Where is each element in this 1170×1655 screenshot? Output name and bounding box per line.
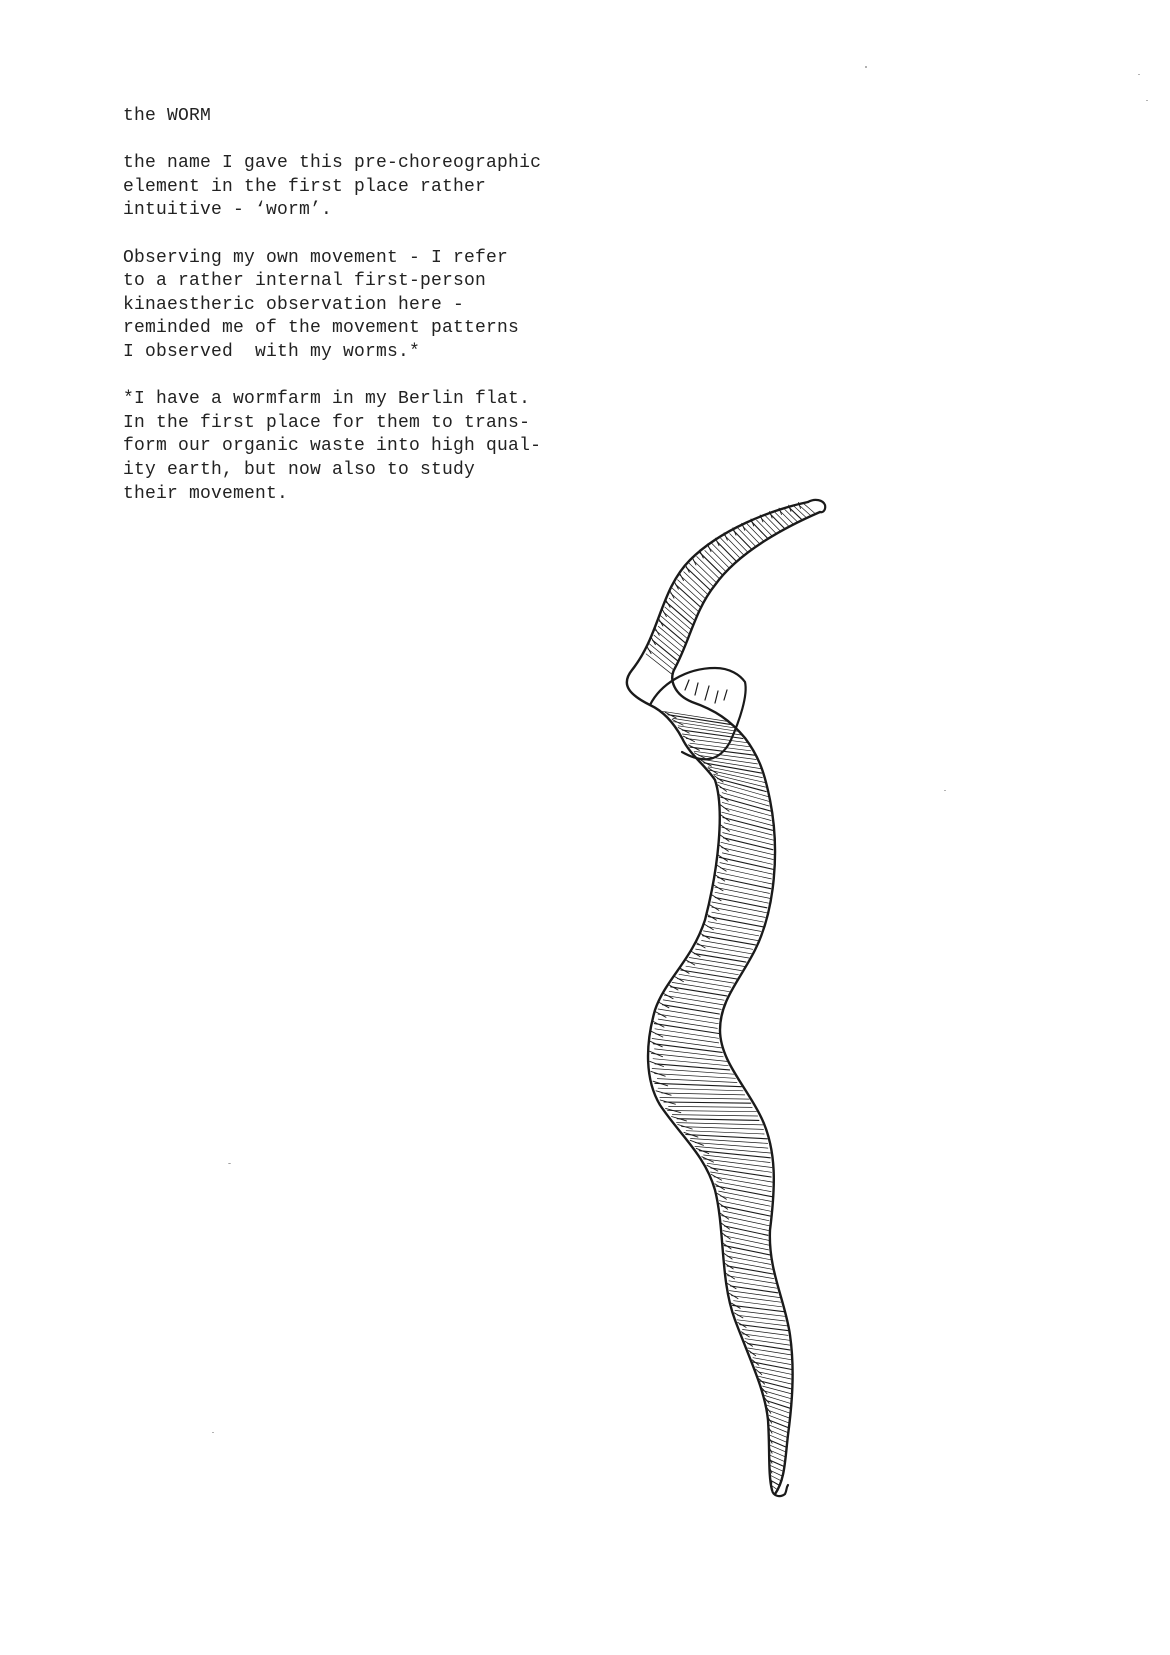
worm-segment-line [722, 848, 774, 860]
worm-hatch-stroke [707, 914, 716, 920]
worm-hatch-stroke [717, 865, 726, 871]
worm-segment-line [672, 982, 730, 991]
worm-segment-line [722, 1216, 770, 1226]
worm-hatch-stroke [683, 736, 694, 741]
worm-hatch-stroke [719, 1203, 728, 1209]
worm-hatch-stroke [720, 795, 729, 801]
worm-hatch-stroke [721, 1213, 729, 1219]
paragraph-2 [123, 247, 593, 365]
worm-segment-line [677, 1119, 759, 1121]
worm-hatch-stroke [710, 905, 719, 911]
worm-segment-line [723, 833, 774, 845]
worm-segment-line [715, 887, 770, 898]
worm-segment-line [712, 907, 765, 917]
worm-hatch-stroke [715, 875, 724, 881]
worm-segment-line [655, 1049, 724, 1057]
worm-hatch-stroke [721, 825, 730, 831]
worm-segment-line [654, 635, 680, 656]
worm-hatch-stroke [717, 1194, 726, 1200]
worm-segment-line [763, 1391, 791, 1399]
worm-segment-line [708, 922, 761, 932]
worm-hatch-stroke [653, 1021, 664, 1027]
worm-segment-line [740, 1325, 788, 1331]
paragraph-line: to a rather internal first-person [123, 271, 487, 292]
paragraph-line: In the first place for them to trans- [123, 412, 531, 433]
worm-segment-line [719, 1201, 771, 1212]
paragraph-line: reminded me of the movement patterns [123, 318, 520, 339]
worm-hatch-stroke [650, 1041, 662, 1047]
paragraph-line: element in the first place rather [123, 176, 487, 197]
worm-segment-line [771, 1476, 781, 1481]
worm-segment-line [751, 521, 767, 538]
paragraph-line: form our organic waste into high qual- [123, 436, 542, 457]
paper-speck [944, 790, 946, 791]
worm-segment-line [688, 962, 742, 971]
worm-segment-line [722, 827, 774, 840]
worm-segment-line [678, 580, 703, 603]
worm-head-tip [808, 500, 825, 512]
worm-segment-line [716, 1186, 772, 1197]
worm-segment-line [702, 941, 753, 950]
worm-hatch-stroke [711, 1174, 721, 1180]
worm-segment-line [715, 892, 768, 903]
worm-segment-line [689, 958, 744, 967]
worm-segment-line [747, 524, 763, 541]
worm-hatch-stroke [685, 960, 695, 966]
worm-segment-line [711, 1172, 773, 1182]
worm-segment-line [664, 995, 723, 1005]
worm-hatch-stroke [712, 895, 721, 901]
paragraph-line: kinaestheric observation here - [123, 294, 465, 315]
worm-hatch-stroke [700, 550, 704, 558]
worm-segment-line [681, 970, 737, 979]
worm-segment-line [648, 649, 673, 670]
worm-segment-line [666, 602, 693, 625]
paper-speck [228, 1163, 231, 1164]
footnote-paragraph [123, 388, 593, 506]
worm-segment-line [669, 1106, 753, 1107]
paragraph-line: intuitive - ‘worm’. [123, 200, 333, 221]
worm-hatch-stroke [663, 993, 673, 999]
worm-segment-line [691, 1139, 768, 1144]
worm-segment-line [660, 1098, 749, 1100]
worm-segment-line [654, 1024, 718, 1034]
worm-hatch-stroke [702, 1157, 714, 1162]
worm-segment-line [694, 561, 716, 582]
worm-segment-line [680, 575, 705, 598]
worm-segment-line [677, 1123, 763, 1125]
worm-segment-line [690, 747, 755, 755]
worm-segment-line [682, 734, 747, 743]
worm-segment-line [789, 508, 802, 520]
worm-segment-line [668, 1111, 757, 1112]
paragraph-1 [123, 152, 593, 223]
worm-segment-line [686, 567, 710, 590]
worm-segment-line [761, 518, 776, 533]
worm-segment-line [719, 1191, 772, 1201]
worm-segment-line [661, 616, 688, 639]
worm-segment-line [771, 514, 785, 528]
worm-segment-line [653, 1044, 722, 1053]
worm-segment-line [720, 868, 771, 879]
worm-hatch-stroke [734, 1313, 743, 1318]
worm-hatch-stroke [715, 1184, 725, 1190]
text-column [123, 105, 593, 530]
worm-segment-line [658, 1009, 720, 1019]
worm-segment-line [765, 516, 780, 531]
worm-segment-line [714, 1177, 772, 1187]
worm-segment-line [686, 739, 749, 747]
paragraph-line: *I have a wormfarm in my Berlin flat. [123, 389, 531, 410]
worm-segment-line [703, 936, 756, 945]
worm-segment-line [655, 1074, 736, 1079]
paragraph-line: Observing my own movement - I refer [123, 247, 509, 268]
worm-segment-line [727, 1266, 773, 1274]
worm-segment-line [658, 1019, 717, 1028]
worm-segment-line [722, 853, 772, 864]
worm-segment-line [723, 1211, 769, 1221]
worm-segment-line [753, 1362, 792, 1369]
worm-segment-line [665, 607, 691, 629]
worm-segment-line [677, 979, 730, 988]
worm-segment-line [681, 1127, 763, 1130]
worm-left-edge [627, 502, 808, 1490]
worm-hatch-stroke [721, 805, 730, 811]
worm-segment-line [717, 1182, 771, 1192]
worm-segment-line [658, 1088, 743, 1091]
worm-segment-line [724, 1236, 768, 1245]
paragraph-line: their movement. [123, 483, 289, 504]
worm-segment-line [768, 1410, 789, 1418]
worm-segment-line [717, 872, 772, 884]
worm-segment-line [686, 1135, 768, 1139]
worm-segment-line [715, 898, 767, 908]
worm-segment-line [711, 1168, 771, 1177]
worm-hatch-stroke [721, 815, 730, 821]
paragraph-line: ity earth, but now also to study [123, 459, 476, 480]
worm-hatch-stroke [679, 573, 683, 581]
worm-segment-line [684, 572, 707, 594]
worm-segment-line [708, 927, 759, 936]
worm-hatch-stroke [723, 1233, 731, 1239]
paragraph-line: I observed with my worms.* [123, 341, 421, 362]
worm-segment-line [704, 1155, 771, 1163]
worm-segment-line [658, 626, 683, 647]
worm-segment-line [703, 931, 758, 941]
worm-hatch-stroke [718, 785, 727, 791]
paragraph-line: the name I gave this pre-choreographic [123, 153, 542, 174]
worm-illustration [620, 490, 890, 1500]
worm-segment-line [686, 966, 738, 975]
worm-hatch-stroke [720, 835, 729, 841]
worm-segment-line [649, 644, 675, 665]
worm-segment-line [671, 987, 727, 996]
worm-hatch-stroke [662, 609, 667, 617]
worm-segment-line [689, 563, 713, 586]
worm-hatch-stroke [724, 1254, 732, 1260]
worm-clitellum-inner [685, 680, 727, 703]
worm-segment-line [724, 838, 773, 850]
worm-hatch-stroke [700, 933, 709, 939]
worm-segment-line [658, 1014, 718, 1024]
worm-segment-line [676, 585, 700, 607]
worm-segment-line [703, 1159, 772, 1168]
worm-segment-line [729, 1271, 774, 1279]
worm-segment-line [726, 1251, 771, 1260]
worm-segment-line [669, 991, 724, 1000]
worm-segment-line [679, 974, 734, 983]
paper-speck [212, 1432, 214, 1433]
worm-segment-line [726, 1241, 769, 1250]
worm-segment-line [700, 553, 722, 575]
worm-segment-line [657, 1079, 737, 1083]
worm-segment-line [664, 1102, 751, 1103]
worm-segment-line [769, 1420, 789, 1428]
worm-segment-line [655, 630, 682, 652]
worm-segment-line [718, 782, 769, 796]
worm-segment-line [669, 598, 694, 620]
worm-segment-line [738, 1315, 786, 1321]
worm-segment-line [672, 588, 698, 611]
worm-segment-line [757, 520, 772, 535]
worm-segment-line [721, 1206, 770, 1216]
worm-hatch-stroke [714, 885, 723, 891]
worm-segment-line [664, 612, 689, 633]
worm-segment-line [651, 1054, 727, 1062]
worm-segment-line [646, 654, 671, 674]
worm-hatch-stroke [704, 924, 713, 930]
paper-speck [1146, 100, 1148, 101]
worm-hatch-stroke [651, 1031, 663, 1037]
worm-segment-line [655, 1029, 719, 1039]
worm-segment-line [771, 1461, 784, 1467]
worm-segment-line [712, 902, 767, 913]
worm-segment-line [671, 593, 696, 616]
worm-segment-line [718, 878, 771, 889]
worm-segment-line [720, 863, 773, 875]
worm-hatch-stroke [685, 564, 689, 572]
worm-segment-line [721, 1196, 771, 1206]
worm-hatch-stroke [666, 599, 671, 607]
worm-hatch-stroke [692, 557, 696, 565]
worm-segment-line [770, 1465, 783, 1471]
worm-hatch-stroke [707, 1165, 718, 1171]
worm-hatch-stroke [655, 1012, 666, 1018]
worm-segment-line [712, 912, 764, 922]
worm-hatch-stroke [726, 1274, 734, 1279]
worm-segment-line [663, 1000, 721, 1010]
worm-segment-line [672, 1115, 757, 1116]
worm-segment-line [696, 949, 749, 958]
paper-speck [865, 66, 867, 68]
worm-segment-line [708, 917, 763, 927]
worm-hatch-stroke [650, 1051, 663, 1056]
worm-segment-line [727, 1256, 771, 1264]
worm-segment-line [804, 504, 815, 514]
worm-hatch-stroke [674, 581, 678, 589]
worm-segment-line [662, 1093, 745, 1095]
worm-segment-line [727, 1276, 776, 1284]
worm-segment-line [660, 621, 686, 643]
worm-segment-line [663, 1005, 720, 1014]
worm-segment-line [743, 526, 759, 543]
worm-segment-line [779, 510, 793, 524]
worm-segment-line [770, 1455, 785, 1461]
worm-hatch-stroke [696, 942, 705, 948]
worm-hatch-stroke [655, 628, 660, 636]
worm-segment-line [719, 857, 773, 869]
worm-segment-line [694, 954, 746, 963]
worm-hatch-stroke [668, 984, 678, 990]
worm-segment-line [725, 1226, 768, 1235]
worm-segment-line [734, 531, 752, 549]
worm-hatch-stroke [658, 618, 663, 626]
worm-segment-line [724, 1246, 770, 1255]
worm-hatch-stroke [651, 637, 656, 645]
paper-speck [1138, 74, 1140, 75]
worm-segment-line [697, 945, 752, 954]
worm-segment-line [653, 640, 678, 660]
document-title: the WORM [123, 106, 212, 126]
worm-segment-line [686, 1131, 764, 1134]
worm-segment-line [718, 883, 770, 894]
worm-segment-line [799, 505, 810, 515]
worm-hatch-stroke [722, 1223, 730, 1229]
worm-hatch-stroke [718, 855, 727, 861]
worm-segment-line [656, 1034, 719, 1043]
worm-segment-line [767, 1401, 790, 1409]
worm-hatch-stroke [674, 976, 684, 982]
worm-hatch-stroke [670, 590, 675, 598]
worm-hatch-stroke [729, 1293, 738, 1298]
worm-segment-line [761, 1381, 792, 1389]
worm-hatch-stroke [719, 845, 728, 851]
worm-hatch-stroke [647, 646, 651, 654]
